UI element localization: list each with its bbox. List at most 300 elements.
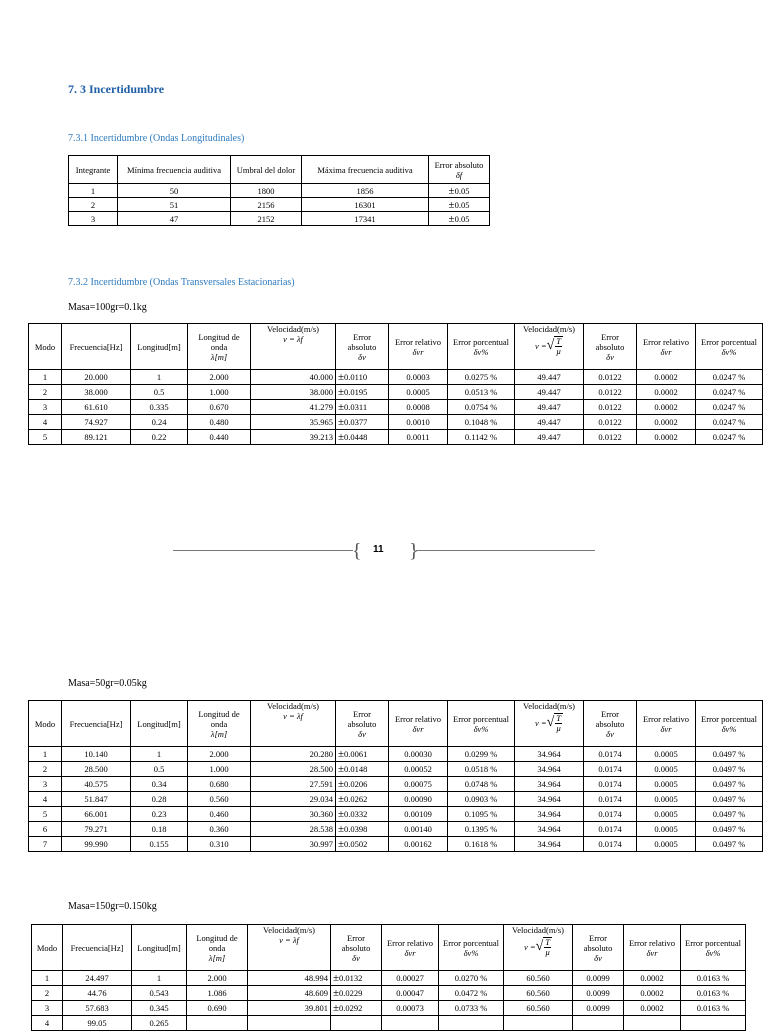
plus-minus-sign: ±: [338, 401, 345, 413]
table-cell: 2152: [231, 212, 302, 226]
error-abs-cell: [336, 807, 389, 822]
table-cell: 1.000: [188, 762, 251, 777]
table-cell: 0.0275 %: [448, 370, 515, 385]
table-cell: [504, 1016, 573, 1031]
col-header-label: Velocidad(m/s): [512, 925, 564, 935]
col-header-label: Modo: [34, 341, 56, 352]
error-value: 0.0262: [344, 794, 368, 804]
table-cell: 0.1395 %: [448, 822, 515, 837]
col-header: [248, 925, 331, 971]
table-cell: 38.000: [62, 385, 131, 400]
table-cell: 34.964: [515, 807, 584, 822]
table-cell: 0.00073: [382, 1001, 439, 1016]
table-cell: 2.000: [188, 747, 251, 762]
table-cell: 0.0299 %: [448, 747, 515, 762]
table-cell: 0.0163 %: [681, 971, 746, 986]
error-value: 0.05: [454, 199, 470, 210]
velocity-cell: 48.994: [248, 971, 331, 986]
table-cell: 0.0247 %: [696, 430, 763, 445]
col-header: [637, 324, 696, 370]
error-cell: [429, 198, 490, 212]
table-cell: 0.0174: [584, 837, 637, 852]
table-cell: 0.0122: [584, 370, 637, 385]
table-cell: 2: [29, 385, 62, 400]
table-cell: 1: [131, 370, 188, 385]
section-heading: 7. 3 Incertidumbre: [68, 82, 165, 96]
error-symbol: δvr: [646, 947, 658, 958]
table-cell: 0.00052: [389, 762, 448, 777]
table-cell: 1: [131, 747, 188, 762]
table-cell: 2.000: [187, 971, 248, 986]
transversal-table-100g: [28, 323, 763, 445]
error-value: 0.0448: [344, 432, 368, 442]
table-cell: 20.000: [62, 370, 131, 385]
col-header: [131, 701, 188, 747]
table-cell: 0.0497 %: [696, 807, 763, 822]
error-value: 0.0148: [344, 764, 368, 774]
footer-rule-left: [173, 550, 353, 551]
table-cell: 34.964: [515, 747, 584, 762]
error-value: 0.0110: [344, 372, 368, 382]
footer-brace-left: {: [352, 540, 362, 562]
table-cell: 49.447: [515, 400, 584, 415]
col-header-label: Error relativo: [386, 937, 434, 948]
table-cell: 60.560: [504, 986, 573, 1001]
table-row: [29, 807, 763, 822]
table-cell: 0.0174: [584, 807, 637, 822]
table-cell: 0.0122: [584, 415, 637, 430]
table-cell: 0.0163 %: [681, 986, 746, 1001]
table-cell: 0.0010: [389, 415, 448, 430]
plus-minus-sign: ±: [338, 763, 345, 775]
error-value: 0.05: [454, 185, 470, 196]
formula-numerator: T: [545, 937, 551, 947]
masa-label: Masa=100gr=0.1kg: [68, 302, 147, 313]
table-cell: 2: [29, 762, 62, 777]
velocity-formula: v = λf: [279, 935, 299, 945]
error-abs-cell: [331, 971, 382, 986]
table-row: [29, 370, 763, 385]
error-value: 0.0502: [344, 839, 368, 849]
error-symbol: δv%: [473, 723, 489, 734]
table-cell: 0.1095 %: [448, 807, 515, 822]
col-header-label: Error relativo: [642, 336, 690, 347]
table-cell: [624, 1016, 681, 1031]
error-value: 0.0377: [344, 417, 368, 427]
table-row: [32, 971, 746, 986]
col-header-label: Error relativo: [394, 713, 442, 724]
table-cell: 3: [29, 777, 62, 792]
table-cell: 0.0748 %: [448, 777, 515, 792]
formula-numerator: T: [556, 336, 562, 346]
col-header: [188, 701, 251, 747]
table-cell: 10.140: [62, 747, 131, 762]
velocity-cell: 39.213: [251, 430, 336, 445]
table-cell: 0.0472 %: [439, 986, 504, 1001]
table-cell: 0.0247 %: [696, 370, 763, 385]
table-cell: 47: [118, 212, 231, 226]
col-header-label: Velocidad(m/s): [523, 324, 575, 334]
error-symbol: δv: [358, 351, 366, 362]
table-cell: 17341: [302, 212, 429, 226]
table-cell: 0.0174: [584, 777, 637, 792]
table-cell: 0.0005: [637, 777, 696, 792]
formula-denominator: μ: [556, 346, 561, 356]
error-abs-cell: [336, 415, 389, 430]
table-cell: 0.460: [188, 807, 251, 822]
table-cell: 0.0099: [573, 1001, 624, 1016]
col-header: [336, 701, 389, 747]
error-abs-cell: [331, 986, 382, 1001]
velocity-formula: v = λf: [283, 334, 303, 344]
error-abs-cell: [336, 370, 389, 385]
table-cell: 6: [29, 822, 62, 837]
col-header-label: Modo: [36, 942, 58, 953]
table-cell: 0.00027: [382, 971, 439, 986]
table-cell: 0.480: [188, 415, 251, 430]
col-header-label: Error porcentual: [453, 336, 509, 347]
table-cell: 50: [118, 184, 231, 198]
velocity-cell: 41.279: [251, 400, 336, 415]
table-cell: 1: [69, 184, 118, 198]
col-header-label: Longitud de onda: [198, 331, 240, 352]
error-symbol: δvr: [412, 723, 424, 734]
table-cell: 0.0002: [637, 415, 696, 430]
lambda-symbol: λ[m]: [208, 952, 226, 963]
error-value: 0.0206: [344, 779, 368, 789]
col-header: [29, 701, 62, 747]
error-abs-cell: [336, 400, 389, 415]
error-abs-cell: [336, 837, 389, 852]
table-cell: 3: [29, 400, 62, 415]
table-cell: 2: [32, 986, 63, 1001]
error-abs-cell: [336, 792, 389, 807]
plus-minus-sign: ±: [448, 184, 455, 197]
formula-numerator: T: [556, 713, 562, 723]
col-header-label: Error absoluto: [434, 159, 484, 170]
table-cell: [382, 1016, 439, 1031]
table-cell: 0.00047: [382, 986, 439, 1001]
col-header-label: Error relativo: [628, 937, 676, 948]
table-cell: 0.155: [131, 837, 188, 852]
table-row: [32, 986, 746, 1001]
table-cell: 0.0005: [637, 837, 696, 852]
table-cell: 0.0005: [637, 792, 696, 807]
table-cell: 5: [29, 430, 62, 445]
col-header: [515, 701, 584, 747]
table-row: [29, 385, 763, 400]
transversal-table-50g: [28, 700, 763, 852]
header-row: [29, 701, 763, 747]
error-symbol: δvr: [404, 947, 416, 958]
plus-minus-sign: ±: [333, 987, 340, 999]
table-cell: 51.847: [62, 792, 131, 807]
table-cell: 3: [69, 212, 118, 226]
table-cell: 0.0497 %: [696, 747, 763, 762]
table-cell: 4: [32, 1016, 63, 1031]
col-header: [389, 324, 448, 370]
col-header-label: Longitud de onda: [196, 932, 238, 953]
col-header-label: Frecuencia[Hz]: [70, 942, 124, 953]
error-abs-cell: [336, 385, 389, 400]
velocity-cell: 28.538: [251, 822, 336, 837]
table-cell: 0.28: [131, 792, 188, 807]
table-cell: 1800: [231, 184, 302, 198]
col-header: [29, 324, 62, 370]
table-row: [69, 198, 490, 212]
table-row: [32, 1016, 746, 1031]
error-symbol: δvr: [660, 346, 672, 357]
lambda-symbol: λ[m]: [210, 728, 228, 739]
plus-minus-sign: ±: [448, 212, 455, 225]
table-cell: 7: [29, 837, 62, 852]
col-header: [131, 324, 188, 370]
col-header-label: Frecuencia[Hz]: [69, 718, 123, 729]
error-symbol: δv%: [473, 346, 489, 357]
error-abs-cell: [331, 1001, 382, 1016]
table-cell: 40.575: [62, 777, 131, 792]
col-header: [515, 324, 584, 370]
table-cell: 34.964: [515, 762, 584, 777]
table-cell: 0.680: [188, 777, 251, 792]
table-cell: 49.447: [515, 385, 584, 400]
table-cell: 2.000: [188, 370, 251, 385]
plus-minus-sign: ±: [338, 371, 345, 383]
error-value: 0.05: [454, 213, 470, 224]
velocity-cell: 28.500: [251, 762, 336, 777]
header-row: [32, 925, 746, 971]
velocity-cell: 40.000: [251, 370, 336, 385]
plus-minus-sign: ±: [338, 431, 345, 443]
col-header: [32, 925, 63, 971]
table-cell: 34.964: [515, 837, 584, 852]
col-header-label: Error absoluto: [583, 932, 613, 953]
table-cell: 0.310: [188, 837, 251, 852]
col-header: [696, 324, 763, 370]
table-cell: 0.0733 %: [439, 1001, 504, 1016]
velocity-sqrt-formula: [506, 937, 570, 957]
table-cell: 0.0903 %: [448, 792, 515, 807]
table-cell: 0.0011: [389, 430, 448, 445]
table-cell: 0.335: [131, 400, 188, 415]
col-header-label: Error absoluto: [595, 708, 625, 729]
footer-rule-right: [416, 550, 595, 551]
table-cell: 0.22: [131, 430, 188, 445]
col-header-label: Frecuencia[Hz]: [69, 341, 123, 352]
table-cell: 1: [29, 747, 62, 762]
col-header: [637, 701, 696, 747]
table-cell: 0.670: [188, 400, 251, 415]
footer-brace-right: }: [409, 540, 419, 562]
table-cell: 0.0497 %: [696, 777, 763, 792]
table-cell: 0.0513 %: [448, 385, 515, 400]
table-row: [29, 837, 763, 852]
plus-minus-sign: ±: [338, 778, 345, 790]
table-cell: [573, 1016, 624, 1031]
col-header: [251, 701, 336, 747]
col-header-label: Longitud[m]: [137, 341, 181, 352]
error-symbol: δf: [455, 169, 463, 180]
col-header-label: Error porcentual: [443, 937, 499, 948]
sqrt-icon: √ $\frac{T}{\mu}$: [535, 937, 551, 957]
col-header-label: Longitud de onda: [198, 708, 240, 729]
table-cell: [681, 1016, 746, 1031]
plus-minus-sign: ±: [338, 793, 345, 805]
col-header: [448, 324, 515, 370]
col-header: [62, 701, 131, 747]
error-abs-cell: [331, 1016, 382, 1031]
error-symbol: δv: [606, 351, 614, 362]
header-row: [29, 324, 763, 370]
table-cell: 34.964: [515, 822, 584, 837]
table-row: [29, 400, 763, 415]
error-symbol: δvr: [660, 723, 672, 734]
velocity-cell: 39.801: [248, 1001, 331, 1016]
table-cell: 99.05: [63, 1016, 132, 1031]
col-header-label: Error porcentual: [701, 713, 757, 724]
table-cell: 0.0002: [637, 385, 696, 400]
table-cell: 1.000: [188, 385, 251, 400]
col-header: [188, 324, 251, 370]
table-cell: 0.0005: [637, 822, 696, 837]
table-cell: 2156: [231, 198, 302, 212]
col-header-label: Error absoluto: [341, 932, 371, 953]
table-cell: 0.265: [132, 1016, 187, 1031]
col-header-label: Longitud[m]: [137, 718, 181, 729]
table-row: [29, 430, 763, 445]
col-header-label: Longitud[m]: [137, 942, 181, 953]
col-header: [504, 925, 573, 971]
error-symbol: δv%: [721, 346, 737, 357]
table-cell: 60.560: [504, 971, 573, 986]
table-cell: 0.00090: [389, 792, 448, 807]
col-header: [584, 701, 637, 747]
col-header: [62, 324, 131, 370]
table-cell: 0.0754 %: [448, 400, 515, 415]
error-value: 0.0311: [344, 402, 368, 412]
error-value: 0.0132: [339, 973, 363, 983]
table-cell: 0.0174: [584, 762, 637, 777]
table-cell: 0.543: [132, 986, 187, 1001]
table-cell: 0.0122: [584, 430, 637, 445]
lambda-symbol: λ[m]: [210, 351, 228, 362]
table-cell: 24.497: [63, 971, 132, 986]
col-header: [251, 324, 336, 370]
error-value: 0.0195: [344, 387, 368, 397]
table-cell: 0.1048 %: [448, 415, 515, 430]
table-cell: 0.0270 %: [439, 971, 504, 986]
error-cell: [429, 212, 490, 226]
velocity-cell: 30.997: [251, 837, 336, 852]
velocity-cell: 29.034: [251, 792, 336, 807]
error-symbol: δv%: [705, 947, 721, 958]
col-header-label: Error absoluto: [347, 708, 377, 729]
table-row: [29, 777, 763, 792]
velocity-sqrt-formula: [517, 713, 581, 733]
velocity-cell: [248, 1016, 331, 1031]
col-header-label: Error porcentual: [701, 336, 757, 347]
table-cell: 0.0497 %: [696, 837, 763, 852]
table-row: [29, 792, 763, 807]
table-cell: 57.683: [63, 1001, 132, 1016]
table-cell: 0.00109: [389, 807, 448, 822]
table-row: [29, 762, 763, 777]
col-header-label: Error porcentual: [453, 713, 509, 724]
col-header: [584, 324, 637, 370]
col-header-label: Error absoluto: [347, 331, 377, 352]
plus-minus-sign: ±: [333, 1002, 340, 1014]
plus-minus-sign: ±: [448, 198, 455, 211]
formula-denominator: μ: [556, 723, 561, 733]
table-cell: 49.447: [515, 415, 584, 430]
table-cell: 0.690: [187, 1001, 248, 1016]
col-header: Integrante: [69, 156, 118, 184]
sqrt-icon: √ $\frac{T}{\mu}$: [546, 336, 562, 356]
table-cell: 16301: [302, 198, 429, 212]
page-number: 11: [373, 544, 384, 555]
table-cell: 0.0174: [584, 747, 637, 762]
table-cell: 0.0008: [389, 400, 448, 415]
error-symbol: δvr: [412, 346, 424, 357]
table-cell: 0.0163 %: [681, 1001, 746, 1016]
table-cell: 0.23: [131, 807, 188, 822]
col-header: [382, 925, 439, 971]
formula-lhs: v =: [534, 718, 547, 728]
velocity-cell: 30.360: [251, 807, 336, 822]
table-cell: 0.0497 %: [696, 762, 763, 777]
table-cell: 1.086: [187, 986, 248, 1001]
col-header-error: [429, 156, 490, 184]
error-symbol: δv: [352, 952, 360, 963]
table-cell: 1: [32, 971, 63, 986]
table-cell: 0.0497 %: [696, 792, 763, 807]
table-cell: 0.0122: [584, 385, 637, 400]
plus-minus-sign: ±: [333, 972, 340, 984]
plus-minus-sign: ±: [338, 808, 345, 820]
table-cell: [187, 1016, 248, 1031]
error-value: 0.0332: [344, 809, 368, 819]
error-abs-cell: [336, 822, 389, 837]
table-cell: 0.18: [131, 822, 188, 837]
error-value: 0.0061: [344, 749, 368, 759]
table-cell: 0.0005: [637, 747, 696, 762]
table-cell: 0.0002: [637, 400, 696, 415]
error-abs-cell: [336, 747, 389, 762]
table-cell: 5: [29, 807, 62, 822]
col-header-label: Error porcentual: [685, 937, 741, 948]
table-row: [29, 415, 763, 430]
table-cell: 51: [118, 198, 231, 212]
table-cell: 0.24: [131, 415, 188, 430]
col-header: [681, 925, 746, 971]
table-cell: 0.00030: [389, 747, 448, 762]
table-cell: 0.34: [131, 777, 188, 792]
error-symbol: δv: [358, 728, 366, 739]
table-row: [69, 212, 490, 226]
col-header: [448, 701, 515, 747]
col-header: [331, 925, 382, 971]
table-row: [32, 1001, 746, 1016]
error-symbol: δv: [606, 728, 614, 739]
table-cell: 49.447: [515, 430, 584, 445]
table-cell: 0.1618 %: [448, 837, 515, 852]
error-value: 0.0292: [339, 1003, 363, 1013]
table-cell: 89.121: [62, 430, 131, 445]
table-cell: 44.76: [63, 986, 132, 1001]
table-cell: 1: [29, 370, 62, 385]
table-cell: 28.500: [62, 762, 131, 777]
table-cell: 0.345: [132, 1001, 187, 1016]
